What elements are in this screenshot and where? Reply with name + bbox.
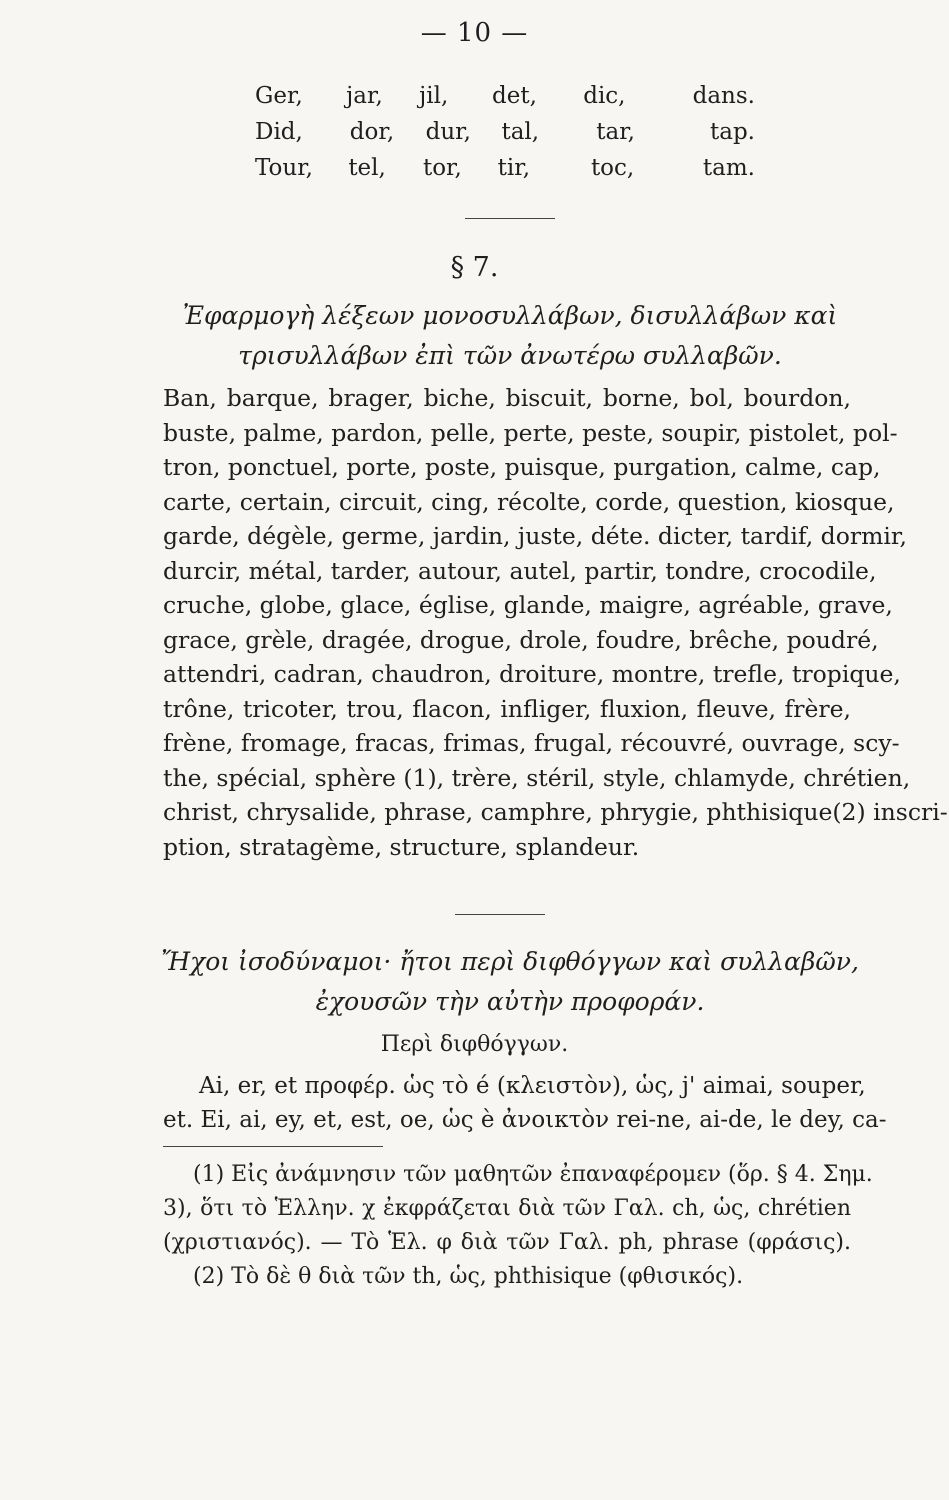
heading-line: Ἤχοι ἰσοδύναμοι· ἤτοι περὶ διφθόγγων καὶ συλλαβῶν,	[161, 947, 859, 976]
syllable-row	[255, 150, 755, 186]
section-heading	[160, 296, 860, 376]
syllable: tor,	[422, 155, 462, 181]
footnote-rule	[163, 1146, 383, 1147]
footnote-line: (1) Εἰς ἀνάμνησιν τῶν μαθητῶν ἐπαναφέρομεν (ὅρ. § 4. Σημ.	[193, 1162, 873, 1187]
syllable: jar,	[346, 83, 383, 109]
text-line: Ban, barque, brager, biche, biscuit, borne, bol, bourdon,	[163, 384, 851, 412]
syllable: dans.	[692, 83, 755, 109]
footnote-line: 3), ὅτι τὸ Ἑλλην. χ ἐκφράζεται διὰ τῶν Γαλ. ch, ὡς, chrétien	[163, 1196, 851, 1221]
divider-rule	[465, 218, 555, 219]
page-number: — 10 —	[420, 18, 529, 48]
syllable: tir,	[497, 155, 531, 181]
syllable: jil,	[419, 83, 449, 109]
syllable: tar,	[596, 119, 635, 145]
syllable: dor,	[349, 119, 395, 145]
syllable: det,	[492, 83, 537, 109]
text-line: Ai, er, et προφέρ. ὡς τὸ é (κλειστὸν), ὡς, j' aimai, souper,	[199, 1073, 866, 1099]
syllable: tam.	[702, 155, 755, 181]
equivalents-heading	[160, 942, 860, 1022]
text-line: frène, fromage, fracas, frimas, frugal, récouvré, ouvrage, scy-	[163, 729, 900, 757]
syllable: tap.	[710, 119, 755, 145]
syllable: dur,	[425, 119, 471, 145]
syllable: tel,	[348, 155, 386, 181]
syllable: toc,	[590, 155, 635, 181]
footnotes	[163, 1158, 873, 1294]
divider-rule	[455, 914, 545, 915]
syllable: Ger,	[255, 83, 303, 109]
syllable: Did,	[255, 119, 303, 145]
text-line: grace, grèle, dragée, drogue, drole, foudre, brêche, poudré,	[163, 625, 879, 654]
syllable-row	[255, 78, 755, 114]
text-line: ption, stratagème, structure, splandeur.	[163, 832, 640, 861]
text-line: garde, dégèle, germe, jardin, juste, déte. dicter, tardif, dormir,	[163, 522, 907, 550]
text-line: trône, tricoter, trou, flacon, infliger, fluxion, fleuve, frère,	[163, 694, 851, 723]
text-line: et. Ei, ai, ey, et, est, oe, ὡς è ἀνοικτὸν rei-ne, ai-de, le dey, ca-	[163, 1107, 887, 1133]
footnote-line: (2) Τὸ δὲ θ διὰ τῶν th, ὡς, phthisique (φθισικός).	[193, 1264, 744, 1289]
heading-line: ἐχουσῶν τὴν αὐτὴν προφοράν.	[315, 987, 705, 1016]
word-list	[163, 381, 948, 864]
diphthongs-subheading: Περὶ διφθόγγων.	[380, 1032, 569, 1057]
text-line: tron, ponctuel, porte, poste, puisque, purgation, calme, cap,	[163, 453, 881, 481]
syllable: tal,	[501, 119, 540, 145]
text-line: attendri, cadran, chaudron, droiture, montre, trefle, tropique,	[163, 660, 901, 688]
syllable-table	[255, 78, 755, 186]
syllable: Tour,	[255, 155, 313, 181]
diphthong-text	[163, 1069, 887, 1137]
heading-line: Ἐφαρμογὴ λέξεων μονοσυλλάβων, δισυλλάβων καὶ	[182, 301, 838, 330]
text-line: cruche, globe, glace, église, glande, maigre, agréable, grave,	[163, 591, 893, 619]
text-line: buste, palme, pardon, pelle, perte, peste, soupir, pistolet, pol-	[163, 418, 898, 447]
syllable: dic,	[583, 83, 626, 109]
footnote-line: (χριστιανός). — Τὸ Ἑλ. φ διὰ τῶν Γαλ. ph, phrase (φράσις).	[163, 1230, 851, 1255]
text-line: christ, chrysalide, phrase, camphre, phrygie, phthisique(2) inscri-	[163, 798, 948, 826]
syllable-row	[255, 114, 755, 150]
text-line: carte, certain, circuit, cing, récolte, corde, question, kiosque,	[163, 487, 895, 516]
text-line: the, spécial, sphère (1), trère, stéril, style, chlamyde, chrétien,	[163, 763, 911, 792]
section-number: § 7.	[450, 252, 499, 283]
heading-line: τρισυλλάβων ἐπὶ τῶν ἀνωτέρω συλλαβῶν.	[238, 341, 782, 370]
text-line: durcir, métal, tarder, autour, autel, partir, tondre, crocodile,	[163, 556, 877, 585]
